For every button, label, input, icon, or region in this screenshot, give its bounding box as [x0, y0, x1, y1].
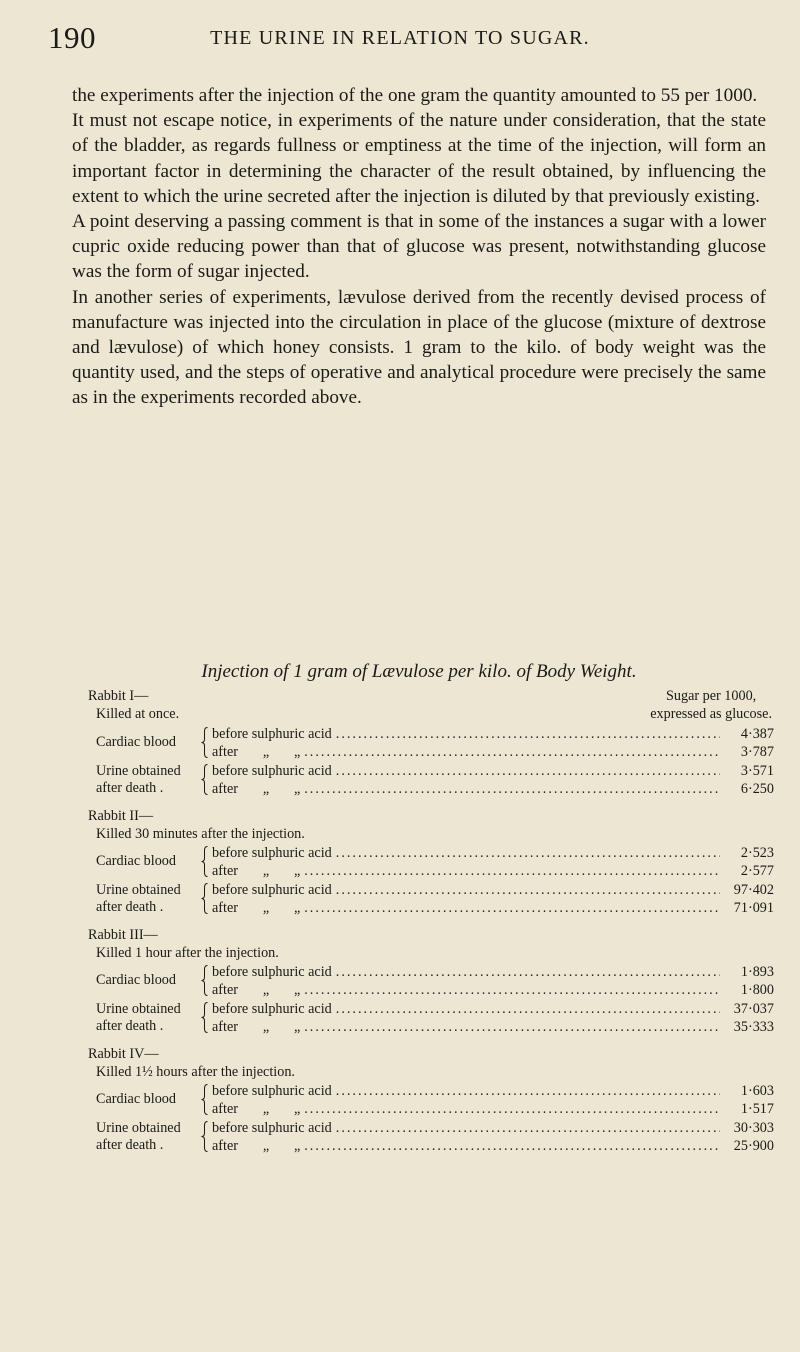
group-label-line: Cardiac blood	[96, 734, 176, 750]
condition: before sulphuric acid	[212, 763, 332, 779]
table-row	[212, 1138, 776, 1156]
table-title: Injection of 1 gram of Lævulose per kilo. of Body Weight.	[201, 661, 637, 682]
paragraph: It must not escape notice, in experiments of the nature under consideration, that the state of the bladder, as regards fullness or emptiness at the time of the injection, will form an important factor in determining the character of the result obtained, by influencing the extent to which the urine secreted after the injection is diluted by that previously existing.	[72, 110, 766, 207]
brace-icon	[201, 883, 208, 914]
urine-group	[88, 1001, 776, 1036]
rabbit-name: Rabbit II—	[88, 808, 154, 824]
leader-dots	[336, 964, 720, 982]
condition: after „ „	[212, 1137, 301, 1154]
brace-icon	[201, 1002, 208, 1033]
table-row	[212, 1019, 776, 1037]
condition: before sulphuric acid	[212, 964, 332, 980]
cardiac-group	[88, 1083, 776, 1118]
column-header-line: expressed as glucose.	[650, 705, 772, 722]
urine-group	[88, 882, 776, 917]
group-label-line: Urine obtained	[96, 1120, 181, 1136]
rabbit-name: Rabbit I—	[88, 688, 149, 704]
brace-icon	[201, 727, 208, 758]
killed-note: Killed 1½ hours after the injection.	[96, 1063, 295, 1080]
value: 1·517	[740, 1100, 774, 1117]
brace-icon	[201, 1084, 208, 1115]
paragraph: the experiments after the injection of the one gram the quantity amounted to 55 per 1000.	[72, 85, 758, 106]
group-label	[96, 845, 200, 880]
table-row	[212, 863, 776, 881]
table-row	[212, 1001, 776, 1019]
leader-dots	[304, 781, 720, 799]
value: 30·303	[733, 1120, 774, 1136]
table-row	[212, 900, 776, 918]
condition: before sulphuric acid	[212, 882, 332, 898]
leader-dots	[304, 744, 720, 762]
condition: before sulphuric acid	[212, 726, 332, 742]
leader-dots	[336, 726, 720, 744]
urine-group	[88, 1120, 776, 1155]
table-row	[212, 1083, 776, 1101]
killed-note: Killed 1 hour after the injection.	[96, 944, 279, 961]
group-label-line: after death .	[96, 1018, 164, 1034]
rabbit-1-header	[88, 688, 179, 723]
condition: before sulphuric acid	[212, 1120, 332, 1136]
page-number: 190	[48, 20, 96, 55]
table-row	[212, 726, 776, 744]
leader-dots	[304, 1019, 720, 1037]
leader-dots	[336, 1083, 720, 1101]
value: 1·603	[740, 1083, 774, 1099]
leader-dots	[336, 845, 720, 863]
condition: after „ „	[212, 1018, 301, 1035]
value: 2·523	[740, 845, 774, 861]
leader-dots	[336, 763, 720, 781]
table-row	[212, 845, 776, 863]
group-label	[96, 882, 200, 917]
rabbit-name: Rabbit IV—	[88, 1046, 159, 1062]
group-label	[96, 1001, 200, 1036]
group-label	[96, 1083, 200, 1118]
group-label-line: Urine obtained	[96, 882, 181, 898]
value: 6·250	[740, 780, 774, 797]
brace-icon	[201, 1121, 208, 1152]
rabbit-section	[88, 927, 776, 1036]
leader-dots	[304, 900, 720, 918]
leader-dots	[336, 1001, 720, 1019]
paragraph: A point deserving a passing comment is that in some of the instances a sugar with a lower cupric oxide reducing power than that of glucose was present, notwithstanding glucose was the form of sugar injected.	[72, 211, 766, 283]
rabbit-section	[88, 1046, 776, 1155]
rabbit-section	[88, 726, 776, 798]
group-label-line: after death .	[96, 780, 164, 796]
group-label-line: Cardiac blood	[96, 853, 176, 869]
condition: after „ „	[212, 743, 301, 760]
table-row	[212, 744, 776, 762]
group-label	[96, 1120, 200, 1155]
brace-icon	[201, 764, 208, 795]
page-header	[48, 20, 752, 60]
group-label	[96, 726, 200, 761]
leader-dots	[304, 863, 720, 881]
leader-dots	[304, 1138, 720, 1156]
value: 37·037	[733, 1001, 774, 1017]
body-text	[72, 83, 766, 411]
value: 1·893	[740, 964, 774, 980]
group-label-line: after death .	[96, 899, 164, 915]
column-header	[650, 688, 772, 723]
killed-note: Killed 30 minutes after the injection.	[96, 825, 305, 842]
group-label-line: Cardiac blood	[96, 1091, 176, 1107]
condition: before sulphuric acid	[212, 1083, 332, 1099]
table-row	[212, 1101, 776, 1119]
column-header-line: Sugar per 1000,	[666, 688, 757, 704]
running-head: THE URINE IN RELATION TO SUGAR.	[210, 27, 590, 49]
cardiac-group	[88, 964, 776, 999]
condition: after „ „	[212, 780, 301, 797]
killed-note: Killed at once.	[96, 705, 180, 722]
table-row	[212, 1120, 776, 1138]
table-header	[88, 688, 776, 724]
rabbit-list	[88, 726, 776, 1155]
condition: after „ „	[212, 1100, 301, 1117]
results-table	[88, 688, 776, 1155]
leader-dots	[304, 982, 720, 1000]
group-label-line: after death .	[96, 1137, 164, 1153]
table-row	[212, 781, 776, 799]
paragraph: In another series of experiments, lævulose derived from the recently devised process of manufacture was injected into the circulation in place of the glucose (mixture of dextrose and lævulose) of which honey consists. 1 gram to the kilo. of body weight was the quantity used, and the steps of operative and analytical procedure were precisely the same as in the experiments recorded above.	[72, 286, 766, 409]
table-row	[212, 763, 776, 781]
value: 97·402	[733, 882, 774, 898]
table-row	[212, 964, 776, 982]
value: 3·787	[740, 743, 774, 760]
condition: after „ „	[212, 899, 301, 916]
brace-icon	[201, 846, 208, 877]
leader-dots	[304, 1101, 720, 1119]
rabbit-name: Rabbit III—	[88, 927, 158, 943]
condition: before sulphuric acid	[212, 845, 332, 861]
value: 3·571	[740, 763, 774, 779]
condition: after „ „	[212, 981, 301, 998]
group-label-line: Cardiac blood	[96, 972, 176, 988]
group-label	[96, 763, 200, 798]
value: 2·577	[740, 862, 774, 879]
value: 71·091	[733, 899, 774, 916]
leader-dots	[336, 882, 720, 900]
condition: after „ „	[212, 862, 301, 879]
group-label-line: Urine obtained	[96, 763, 181, 779]
table-row	[212, 982, 776, 1000]
brace-icon	[201, 965, 208, 996]
rabbit-section	[88, 808, 776, 917]
value: 1·800	[740, 981, 774, 998]
group-label	[96, 964, 200, 999]
value: 35·333	[733, 1018, 774, 1035]
leader-dots	[336, 1120, 720, 1138]
value: 25·900	[733, 1137, 774, 1154]
table-row	[212, 882, 776, 900]
cardiac-group	[88, 845, 776, 880]
cardiac-group	[88, 726, 776, 761]
group-label-line: Urine obtained	[96, 1001, 181, 1017]
urine-group	[88, 763, 776, 798]
value: 4·387	[740, 726, 774, 742]
condition: before sulphuric acid	[212, 1001, 332, 1017]
